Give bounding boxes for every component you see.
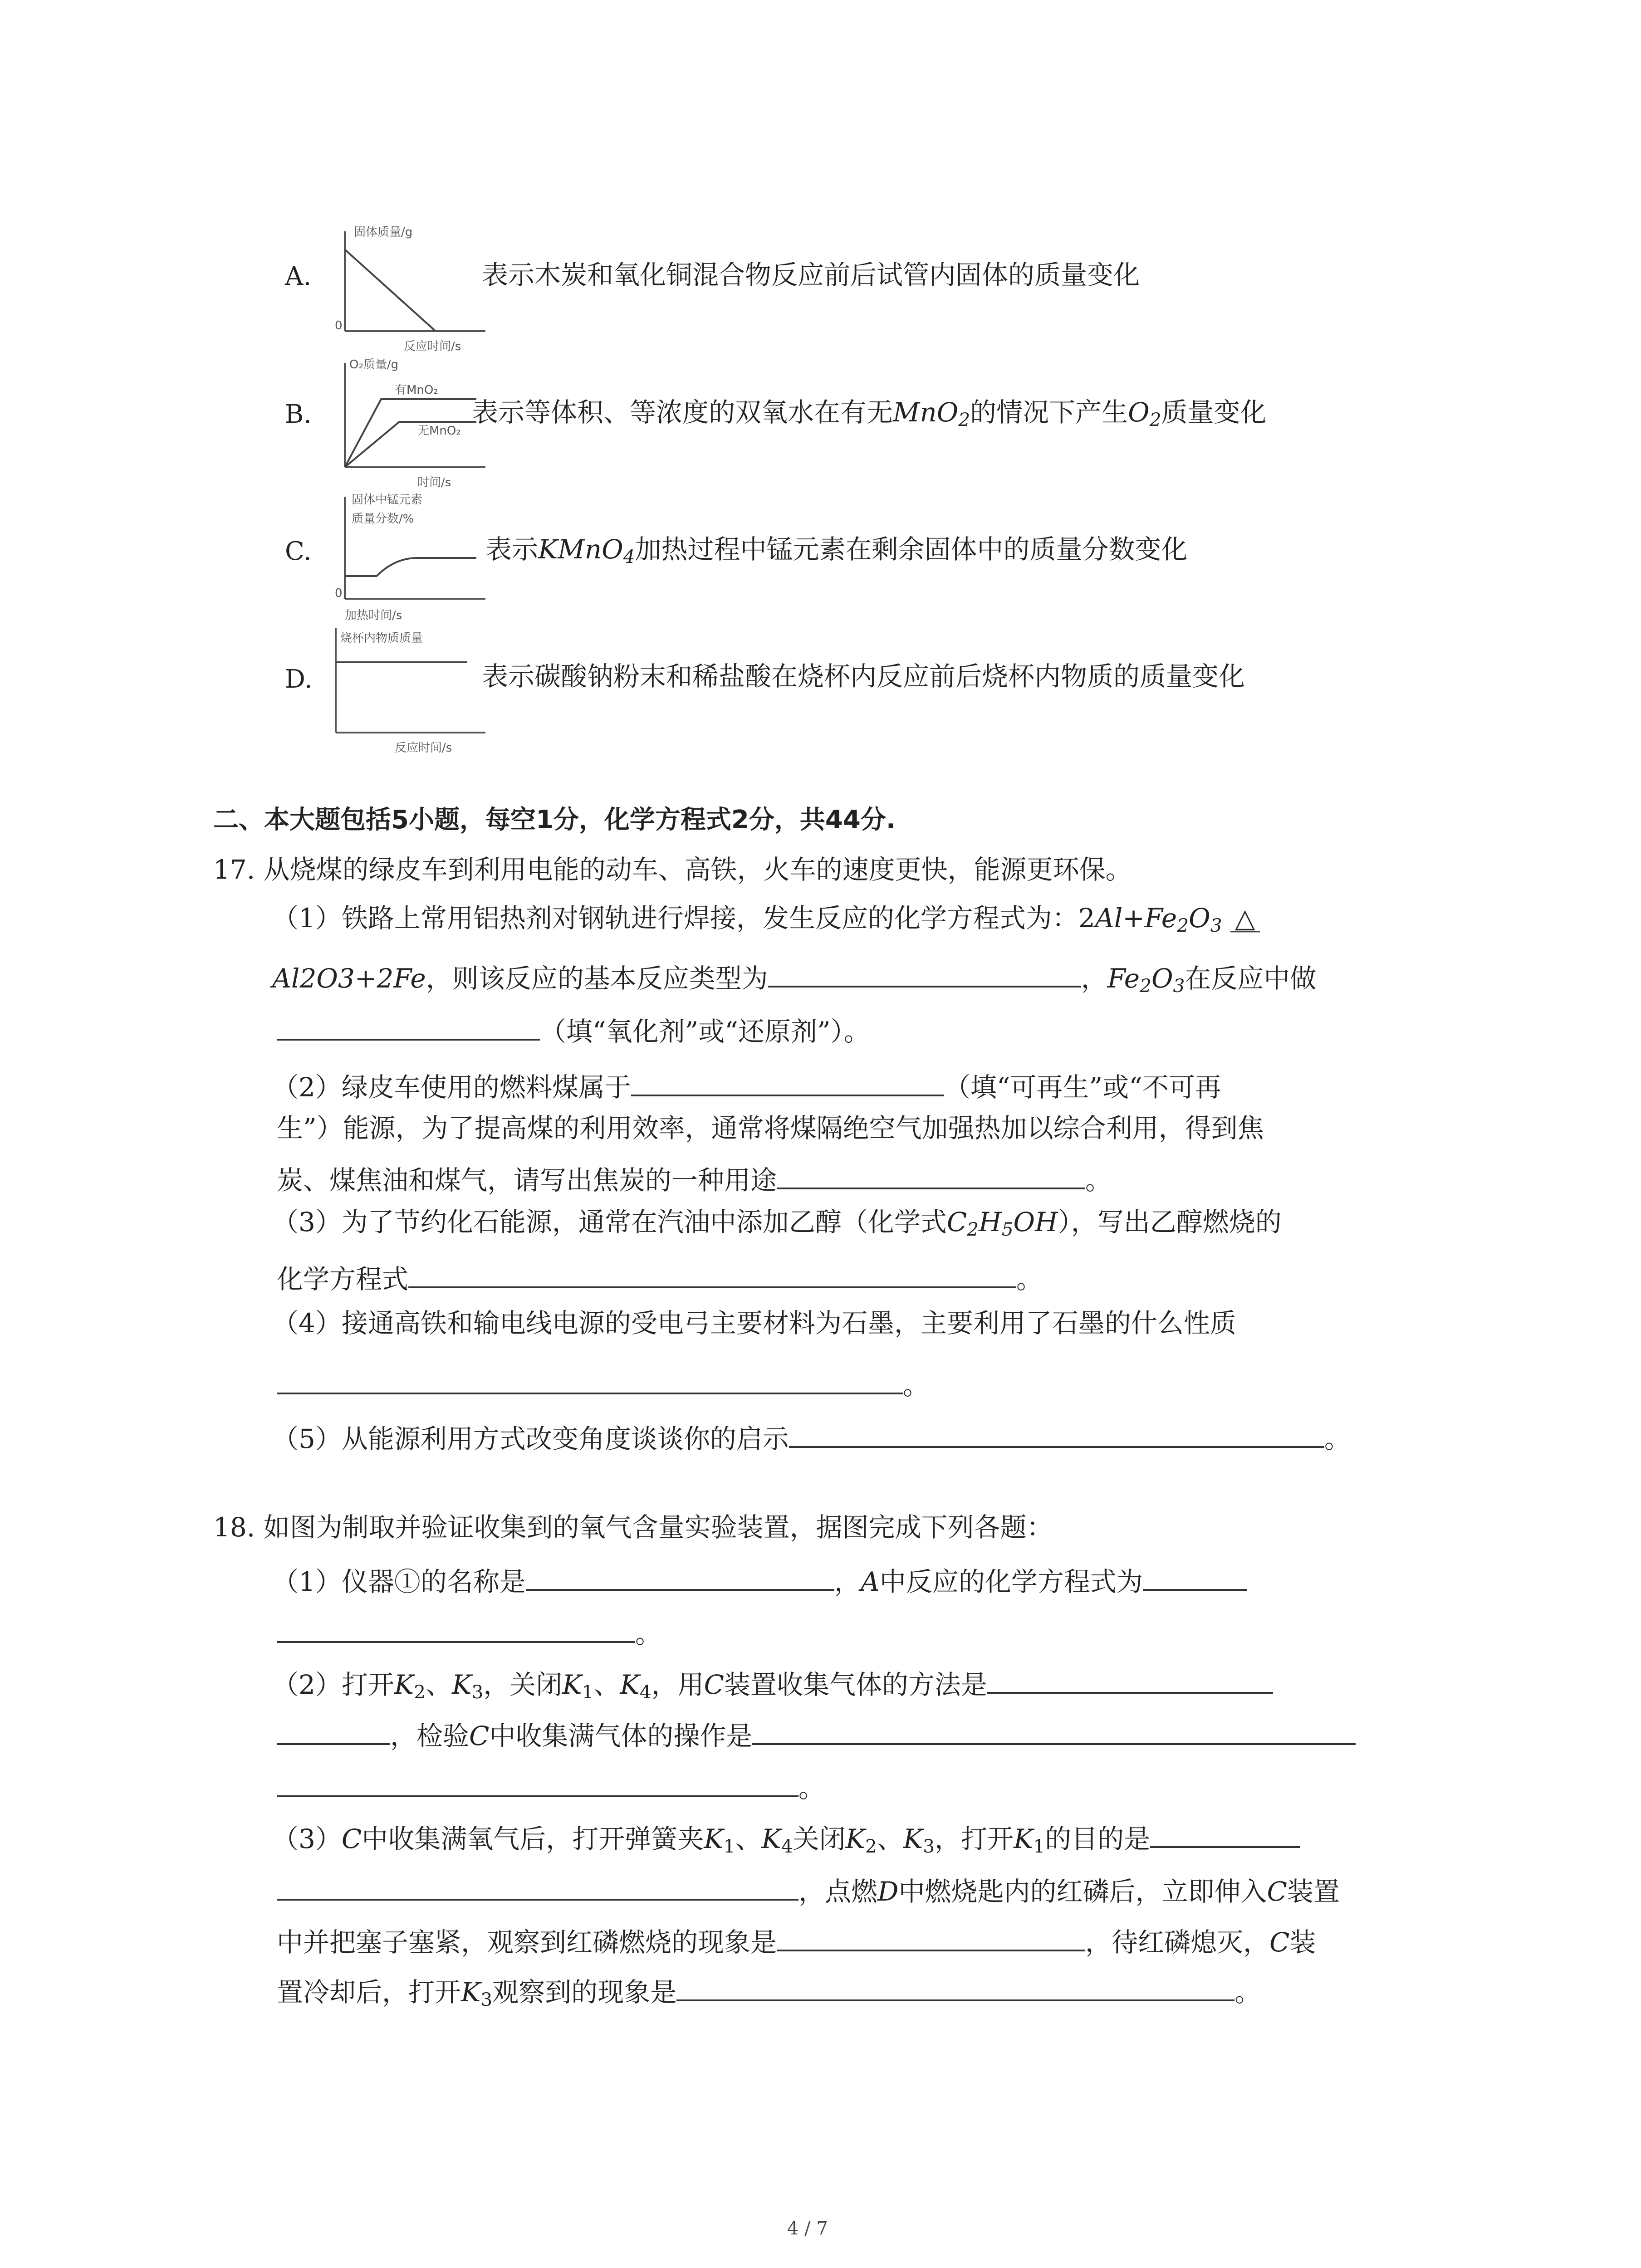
q17-blank-reaction-type[interactable] — [768, 959, 1081, 987]
q17-p2-line3: 炭、煤焦油和煤气，请写出焦炭的一种用途 。 — [277, 1161, 1112, 1193]
option-c-letter: C. — [285, 537, 312, 566]
graph-d-ylabel: 烧杯内物质质量 — [340, 631, 423, 645]
q17-blank-renewable[interactable] — [631, 1068, 944, 1096]
q18-p3-line3: 中并把塞子塞紧，观察到红磷燃烧的现象是 ，待红磷熄灭，C装 — [277, 1923, 1316, 1955]
q17-p4-line2: 。 — [277, 1366, 929, 1398]
option-a-text: 表示木炭和氧化铜混合物反应前后试管内固体的质量变化 — [482, 259, 1140, 290]
graph-b-ylabel: O₂质量/g — [349, 358, 399, 371]
q18-blank-check-full-b[interactable] — [277, 1769, 798, 1797]
q18-blank-purpose-b[interactable] — [277, 1872, 798, 1901]
option-a-graph — [327, 222, 495, 354]
q17-p3-line1: （3）为了节约化石能源，通常在汽油中添加乙醇（化学式$C_2H_5OH$），写出乙醇燃烧的 — [272, 1207, 1282, 1241]
option-b-text-pre: 表示等体积、等浓度的双氧水在有无 — [472, 397, 893, 428]
option-b-text: 表示等体积、等浓度的双氧水在有无MnO$_2$的情况下产生$O_2$质量变化 — [472, 397, 1267, 431]
q18-p3-line1: （3）C中收集满氧气后，打开弹簧夹$K_1$、$K_4$关闭$K_2$、$K_3$，打开$K_1$的目的是 — [272, 1820, 1300, 1852]
q18-p2-line3: 。 — [277, 1769, 825, 1801]
q17-p5-line: （5）从能源利用方式改变角度谈谈你的启示 。 — [272, 1420, 1351, 1452]
q18-p1-line2: 。 — [277, 1615, 661, 1647]
q18-p2-line2: ，检验C中收集满气体的操作是 — [277, 1717, 1356, 1749]
graph-c-xlabel: 加热时间/s — [345, 609, 402, 622]
graph-d-xlabel: 反应时间/s — [395, 741, 452, 755]
graph-b-curve1: 有MnO₂ — [395, 383, 438, 397]
q17-p2-line1: （2）绿皮车使用的燃料煤属于 （填“可再生”或“不可再 — [272, 1068, 1221, 1100]
option-c-text: 表示KMnO$_4$加热过程中锰元素在剩余固体中的质量分数变化 — [485, 534, 1188, 568]
q17-stem: 17. 从烧煤的绿皮车到利用电能的动车、高铁，火车的速度更快，能源更环保。 — [213, 854, 1132, 885]
q17-p3-line2: 化学方程式 。 — [277, 1260, 1043, 1292]
q18-p3-line4: 置冷却后，打开$K_3$观察到的现象是 。 — [277, 1973, 1261, 2005]
graph-a-origin: 0 — [335, 319, 343, 332]
q17-blank-oxidant[interactable] — [277, 1012, 540, 1041]
q18-p3-line2: ，点燃D中燃烧匙内的红磷后，立即伸入C装置 — [277, 1872, 1340, 1905]
q18-blank-collect-method-a[interactable] — [987, 1666, 1273, 1694]
q17-p1-line1: （1）铁路上常用铝热剂对钢轨进行焊接，发生反应的化学方程式为：$2Al+Fe_2O_3$ △ — [272, 905, 1260, 933]
q18-blank-equation-b[interactable] — [277, 1615, 635, 1643]
q18-blank-check-full-a[interactable] — [752, 1717, 1356, 1745]
option-d-text: 表示碳酸钠粉末和稀盐酸在烧杯内反应前后烧杯内物质的质量变化 — [482, 661, 1245, 692]
option-d-letter: D. — [285, 665, 313, 694]
heat-condition-mark: △ — [1230, 905, 1260, 933]
q18-blank-instrument-name[interactable] — [526, 1563, 834, 1591]
q17-blank-graphite-property[interactable] — [277, 1366, 903, 1394]
q18-blank-purpose-a[interactable] — [1150, 1820, 1300, 1848]
q17-blank-ethanol-equation[interactable] — [408, 1260, 1016, 1288]
q17-blank-coke-use[interactable] — [777, 1161, 1085, 1189]
option-c-graph — [327, 490, 495, 626]
q18-blank-burning-phenomenon[interactable] — [777, 1923, 1085, 1951]
page-number: 4 / 7 — [787, 2218, 828, 2239]
graph-c-ylabel1: 固体中锰元素 — [352, 493, 423, 507]
graph-c-origin: 0 — [335, 587, 343, 600]
section-2-title: 二、本大题包括5小题，每空1分，化学方程式2分，共44分. — [213, 805, 896, 835]
q18-blank-collect-method-b[interactable] — [277, 1717, 390, 1745]
q18-stem: 18. 如图为制取并验证收集到的氧气含量实验装置，据图完成下列各题： — [213, 1512, 1053, 1543]
q17-p2-line2: 生”）能源，为了提高煤的利用效率，通常将煤隔绝空气加强热加以综合利用，得到焦 — [277, 1113, 1264, 1144]
option-d-graph — [327, 624, 495, 755]
q18-blank-equation-a[interactable] — [1143, 1563, 1247, 1591]
q18-p2-line1: （2）打开$K_2$、$K_3$，关闭$K_1$、$K_4$，用C装置收集气体的方法是 — [272, 1666, 1273, 1698]
option-b-graph — [327, 354, 495, 490]
q17-p1-line2: Al2O3+2Fe，则该反应的基本反应类型为 ，$Fe_2O_3$在反应中做 — [272, 959, 1316, 992]
graph-a-ylabel: 固体质量/g — [354, 225, 413, 239]
q17-p1-line3: （填“氧化剂”或“还原剂”）。 — [277, 1012, 870, 1045]
graph-b-curve2: 无MnO₂ — [417, 424, 461, 438]
q17-p4-line1: （4）接通高铁和输电线电源的受电弓主要材料为石墨，主要利用了石墨的什么性质 — [272, 1308, 1236, 1339]
graph-b-xlabel: 时间/s — [417, 476, 451, 489]
q18-blank-k3-phenomenon[interactable] — [676, 1973, 1234, 2001]
option-a-letter: A. — [285, 262, 312, 291]
q17-blank-inspiration[interactable] — [789, 1420, 1324, 1448]
q18-p1-line1: （1）仪器①的名称是 ，A中反应的化学方程式为 — [272, 1563, 1247, 1595]
option-b-letter: B. — [285, 400, 312, 429]
graph-c-ylabel2: 质量分数/% — [352, 512, 414, 526]
graph-a-xlabel: 反应时间/s — [404, 340, 461, 353]
